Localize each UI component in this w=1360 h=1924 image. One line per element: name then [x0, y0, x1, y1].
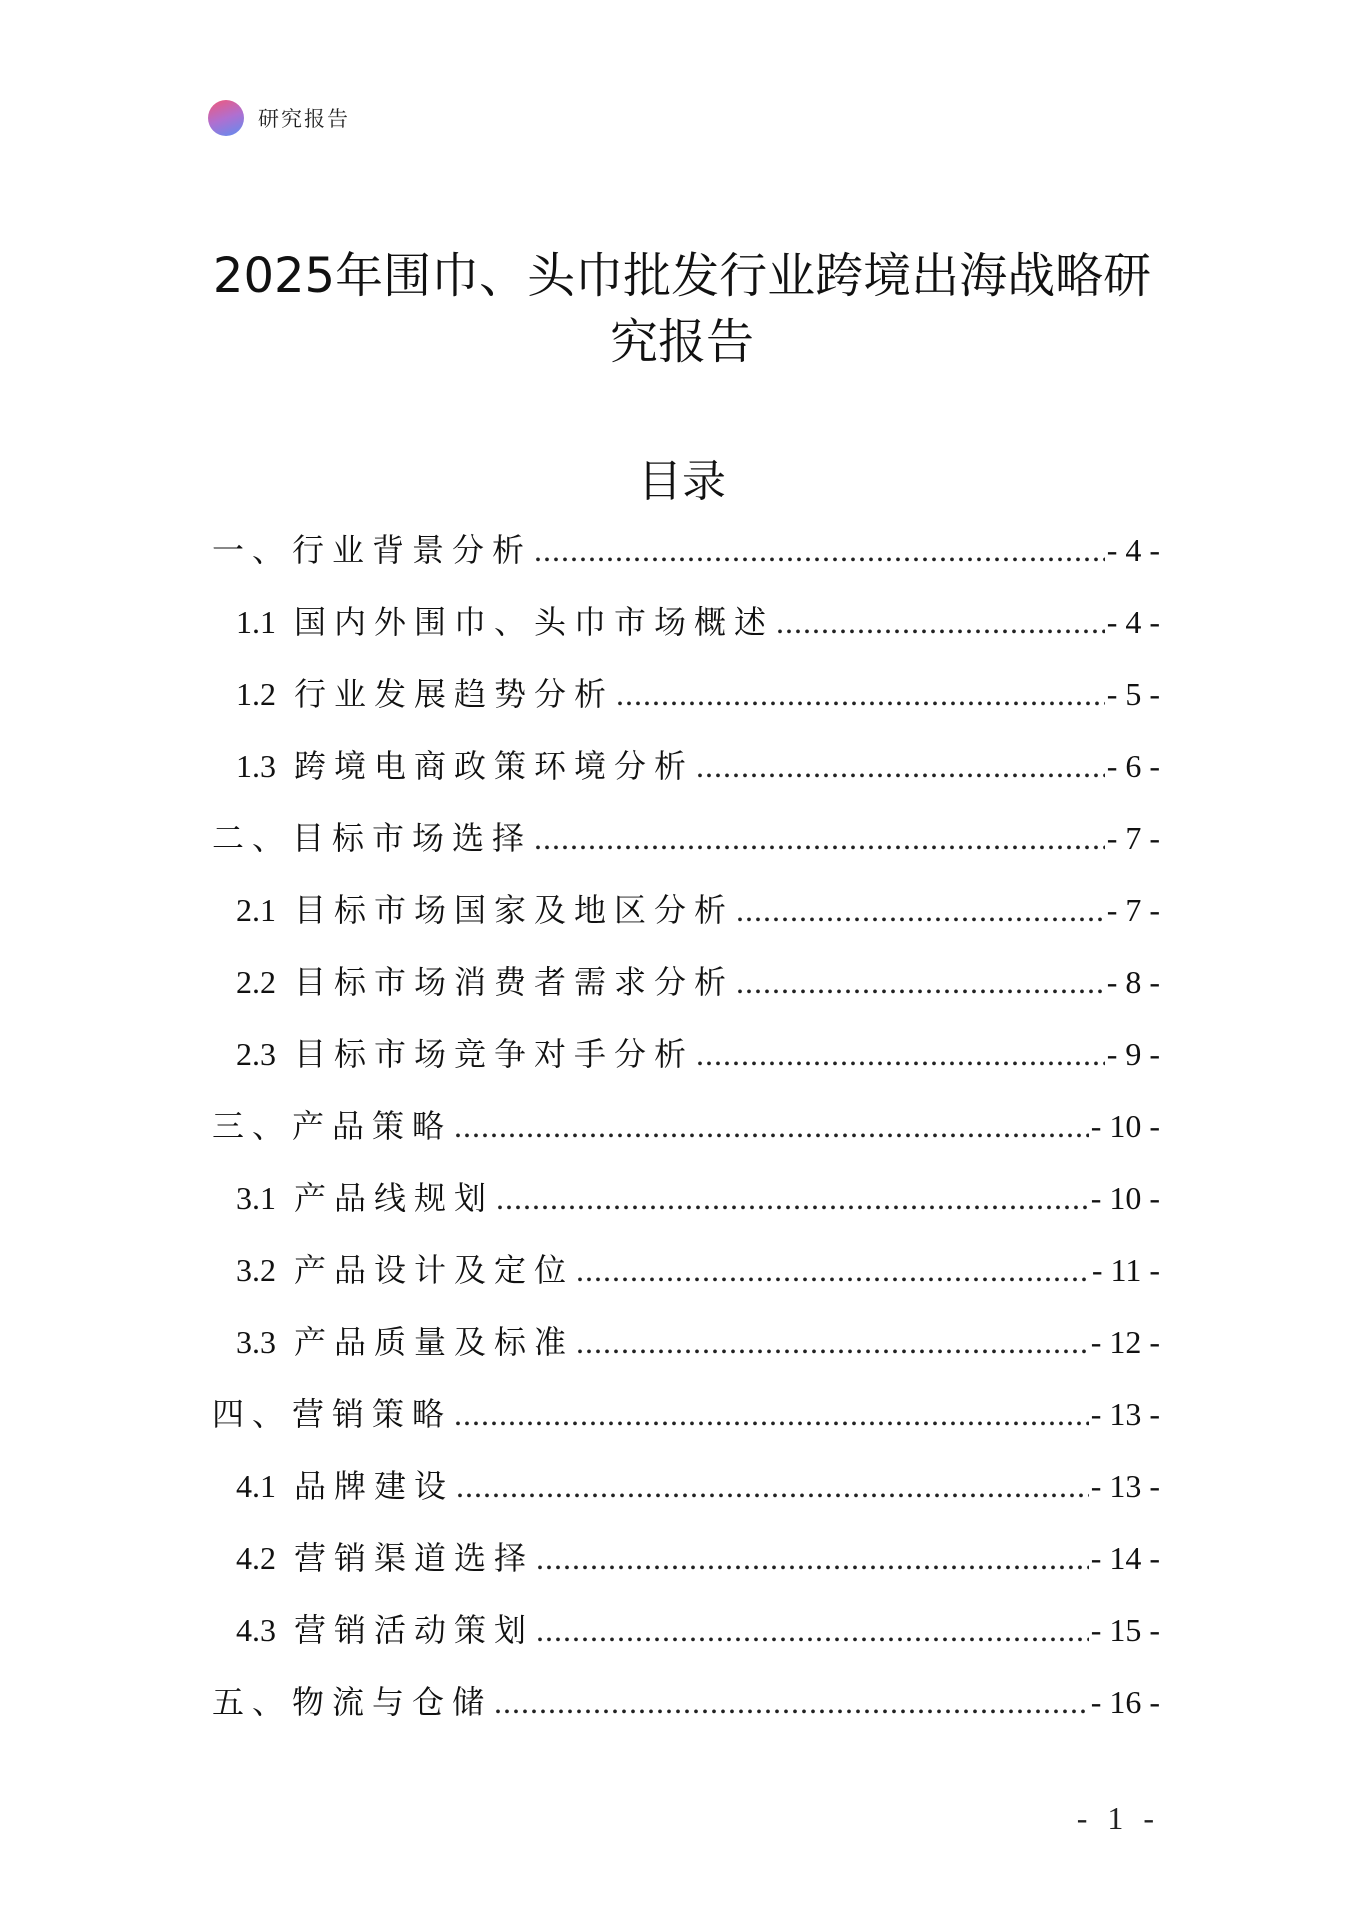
toc-dot-leader — [776, 592, 1105, 652]
toc-entry-title: 三、产品策略 — [212, 1107, 453, 1145]
toc-entry-page: - 11 - — [1091, 1252, 1160, 1288]
toc-entry[interactable] — [212, 1600, 1160, 1672]
toc-entry[interactable] — [212, 880, 1160, 952]
toc-entry-title: 目标市场消费者需求分析 — [294, 963, 735, 1001]
toc-entry-title: 国内外围巾、头巾市场概述 — [294, 603, 775, 641]
toc-entry[interactable] — [212, 1024, 1160, 1096]
toc-heading: 目录 — [638, 456, 726, 507]
toc-entry-title: 产品线规划 — [294, 1179, 495, 1217]
toc-entry-number: 3.2 — [236, 1252, 276, 1288]
toc-dot-leader — [696, 736, 1105, 796]
document-title: 2025年围巾、头巾批发行业跨境出海战略研究报告 — [212, 248, 1152, 370]
toc-entry-number: 4.2 — [236, 1540, 276, 1576]
toc-entry-page: - 13 - — [1090, 1396, 1160, 1432]
header-label: 研究报告 — [258, 107, 350, 131]
toc-dot-leader — [576, 1312, 1089, 1372]
toc-entry-page: - 4 - — [1106, 532, 1160, 568]
toc-entry-title: 营销渠道选择 — [294, 1539, 535, 1577]
toc-entry[interactable] — [212, 952, 1160, 1024]
toc-entry-page: - 10 - — [1090, 1180, 1160, 1216]
toc-entry-title: 产品设计及定位 — [294, 1251, 575, 1289]
toc-entry-page: - 16 - — [1090, 1684, 1160, 1720]
toc-entry[interactable] — [212, 1456, 1160, 1528]
toc-dot-leader — [736, 952, 1105, 1012]
toc-dot-leader — [454, 1384, 1089, 1444]
toc-entry[interactable] — [212, 808, 1160, 880]
toc-entry-number: 1.1 — [236, 604, 276, 640]
toc-entry-page: - 10 - — [1090, 1108, 1160, 1144]
toc-dot-leader — [496, 1168, 1089, 1228]
toc-dot-leader — [494, 1672, 1089, 1732]
toc-entry[interactable] — [212, 1672, 1160, 1744]
toc-entry[interactable] — [212, 520, 1160, 592]
toc-entry-title: 跨境电商政策环境分析 — [294, 747, 695, 785]
toc-entry-page: - 6 - — [1106, 748, 1160, 784]
toc-entry-title: 目标市场竞争对手分析 — [294, 1035, 695, 1073]
toc-entry-number: 1.2 — [236, 676, 276, 712]
toc-entry-number: 1.3 — [236, 748, 276, 784]
toc-entry-number: 4.3 — [236, 1612, 276, 1648]
document-header — [208, 100, 350, 136]
toc-entry-page: - 13 - — [1090, 1468, 1160, 1504]
toc-dot-leader — [456, 1456, 1089, 1516]
toc-entry-page: - 7 - — [1106, 892, 1160, 928]
toc-entry-title: 品牌建设 — [294, 1467, 455, 1505]
toc-entry[interactable] — [212, 592, 1160, 664]
toc-dot-leader — [536, 1528, 1089, 1588]
toc-entry-page: - 7 - — [1106, 820, 1160, 856]
toc-dot-leader — [616, 664, 1105, 724]
toc-entry[interactable] — [212, 1096, 1160, 1168]
toc-entry-title: 目标市场国家及地区分析 — [294, 891, 735, 929]
toc-entry-number: 4.1 — [236, 1468, 276, 1504]
toc-entry[interactable] — [212, 1312, 1160, 1384]
page-number: - 1 - — [1076, 1800, 1160, 1836]
toc-dot-leader — [736, 880, 1105, 940]
toc-entry-number: 2.2 — [236, 964, 276, 1000]
toc-entry-title: 五、物流与仓储 — [212, 1683, 493, 1721]
table-of-contents — [212, 520, 1160, 1744]
toc-entry-number: 3.1 — [236, 1180, 276, 1216]
toc-dot-leader — [536, 1600, 1089, 1660]
toc-entry-number: 2.1 — [236, 892, 276, 928]
toc-entry-page: - 15 - — [1090, 1612, 1160, 1648]
logo-icon — [208, 100, 244, 136]
toc-entry-title: 营销活动策划 — [294, 1611, 535, 1649]
toc-entry[interactable] — [212, 1528, 1160, 1600]
toc-entry-page: - 4 - — [1106, 604, 1160, 640]
toc-dot-leader — [534, 808, 1105, 868]
toc-entry[interactable] — [212, 1168, 1160, 1240]
toc-entry-title: 四、营销策略 — [212, 1395, 453, 1433]
toc-dot-leader — [454, 1096, 1089, 1156]
toc-dot-leader — [534, 520, 1105, 580]
toc-entry[interactable] — [212, 1240, 1160, 1312]
toc-entry-title: 行业发展趋势分析 — [294, 675, 615, 713]
toc-entry-number: 2.3 — [236, 1036, 276, 1072]
toc-entry-title: 一、行业背景分析 — [212, 531, 533, 569]
toc-entry-page: - 12 - — [1090, 1324, 1160, 1360]
toc-entry-page: - 9 - — [1106, 1036, 1160, 1072]
toc-entry-number: 3.3 — [236, 1324, 276, 1360]
toc-entry[interactable] — [212, 1384, 1160, 1456]
toc-dot-leader — [576, 1240, 1090, 1300]
toc-entry[interactable] — [212, 664, 1160, 736]
toc-dot-leader — [696, 1024, 1105, 1084]
toc-entry-title: 产品质量及标准 — [294, 1323, 575, 1361]
toc-entry-title: 二、目标市场选择 — [212, 819, 533, 857]
toc-entry[interactable] — [212, 736, 1160, 808]
toc-entry-page: - 8 - — [1106, 964, 1160, 1000]
toc-entry-page: - 5 - — [1106, 676, 1160, 712]
toc-entry-page: - 14 - — [1090, 1540, 1160, 1576]
